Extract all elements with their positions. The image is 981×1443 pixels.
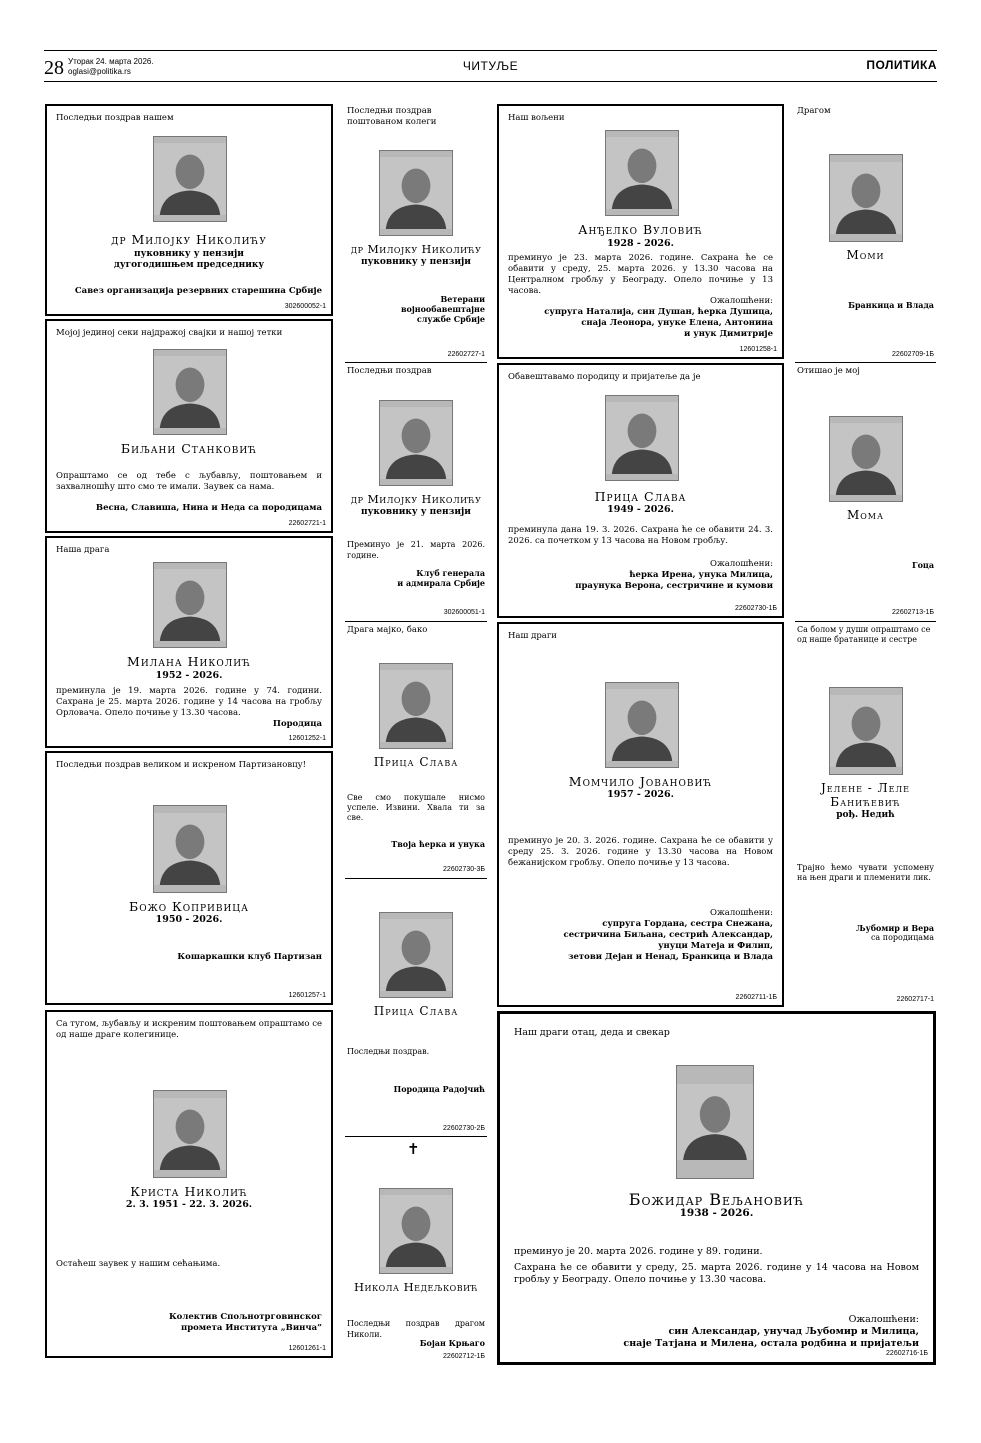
signature-line: супруга Гордана, сестра Снежана,: [602, 919, 773, 929]
ad-code: 12601261-1: [288, 1345, 326, 1352]
signature: Породица Радојчић: [393, 1084, 485, 1094]
portrait-photo: [153, 562, 227, 648]
obituary-nikola: [345, 1138, 487, 1364]
signature: [564, 919, 773, 963]
message-text: преминуо је 23. марта 2026. године. Сахрана ће се обавити у среду, 25. марта 2026. у 13.30 часова на Централном гробљу у Београду. Опело почиње у 13 часова.: [508, 253, 773, 296]
lead-text: Наш вољени: [508, 113, 565, 123]
message-text: Трајно ћемо чувати успомену на њен драги и племенити лик.: [797, 863, 934, 882]
signature: Твоја ћерка и унука: [391, 839, 485, 849]
signature-line: зетови Дејан и Ненад, Бранкица и Влада: [568, 952, 773, 962]
obituary-andjelko: [497, 104, 784, 359]
lead-text: Последњи поздрав нашем: [56, 113, 174, 123]
ad-code: 302600052-1: [284, 303, 326, 310]
signature-line: Клуб генерала: [416, 568, 485, 578]
portrait-photo: [829, 154, 903, 242]
life-dates: 1949 - 2026.: [607, 504, 674, 515]
divider: [795, 362, 936, 363]
ad-code: 22602713-1Б: [892, 609, 934, 616]
page-header: [44, 50, 937, 82]
signature-line: унуци Матеја и Филип,: [658, 941, 773, 951]
signature: [544, 307, 773, 340]
message-text: Преминуо је 21. марта 2026. године.: [347, 540, 485, 560]
ad-code: 22602730-1Б: [735, 605, 777, 612]
portrait-photo: [379, 400, 453, 486]
deceased-name: Божидар Вељановић: [628, 1190, 805, 1209]
obituary-milojko-3: [345, 364, 487, 620]
portrait-photo: [676, 1065, 754, 1179]
deceased-name: Моми: [846, 248, 885, 262]
deceased-name: Момчило Јовановић: [568, 774, 713, 789]
signature-line: службе Србије: [416, 314, 485, 324]
divider: [795, 621, 936, 622]
lead-text: Последњи поздрав великом и искреном Партизановцу!: [56, 760, 307, 770]
portrait-photo: [153, 349, 227, 435]
lead-text: Наша драга: [56, 545, 110, 555]
signature: Бранкица и Влада: [848, 300, 934, 310]
signature: Гоца: [912, 560, 934, 570]
ad-code: 12601252-1: [288, 735, 326, 742]
message-text: Све смо покушале нисмо успеле. Извини. Хвала ти за све.: [347, 793, 485, 822]
deceased-name: Прица Слава: [373, 755, 459, 769]
message-text: Опраштамо се од тебе с љубављу, поштовањем и захвалношћу што смо те имали. Заувек са нама.: [56, 471, 322, 492]
signature: [169, 1312, 322, 1334]
deceased-name: др Милојку Николићу: [350, 243, 482, 256]
role: дугогодишњем председнику: [113, 260, 265, 270]
portrait-photo: [605, 130, 679, 216]
signature-line: ћерка Ирена, унука Милица,: [629, 570, 773, 580]
deceased-name: Прица Слава: [373, 1004, 459, 1018]
divider: [345, 621, 487, 622]
deceased-surname: Банићевић: [830, 795, 901, 809]
life-dates: 2. 3. 1951 - 22. 3. 2026.: [125, 1199, 253, 1210]
deceased-name: Криста Николић: [130, 1184, 248, 1199]
portrait-photo: [379, 663, 453, 749]
lead-text: Отишао је мој: [797, 366, 860, 376]
deceased-name: Биљани Станковић: [120, 441, 258, 456]
portrait-photo: [829, 416, 903, 502]
ad-code: 22602730-2Б: [443, 1125, 485, 1132]
ad-code: 22602716-1Б: [886, 1350, 928, 1357]
ad-code: 22602717-1: [896, 996, 934, 1003]
signature-line: снаје Татјана и Милена, остала родбина и пријатељи: [623, 1338, 919, 1349]
lead-text: Последњи поздрав поштованом колеги: [347, 106, 437, 127]
lead-text: Драга мајко, бако: [347, 625, 428, 635]
signature-line: Колектив Спољнотрговинског: [168, 1312, 322, 1322]
signature-line: и унук Димитрије: [683, 329, 773, 339]
deceased-name: Анђелко Вуловић: [578, 222, 703, 237]
lead-text: Последњи поздрав: [347, 366, 432, 376]
signature: [575, 570, 773, 592]
section-title: ЧИТУЉЕ: [462, 59, 519, 73]
signature-line: и адмирала Србије: [397, 578, 485, 588]
signature-line: сестричина Биљана, сестрић Александар,: [563, 930, 773, 940]
deceased-name: Милана Николић: [127, 654, 251, 669]
ad-code: 302600051-1: [443, 609, 485, 616]
obituary-momcilo: [497, 622, 784, 1007]
life-dates: 1957 - 2026.: [607, 789, 674, 800]
signature-line: снаја Леонора, унуке Елена, Антонина: [581, 318, 773, 328]
page-number: 28: [44, 57, 64, 79]
signature-line: Ветерани: [440, 294, 485, 304]
rank: пуковнику у пензији: [361, 257, 471, 267]
portrait-photo: [153, 1090, 227, 1178]
deceased-name: Мома: [846, 508, 885, 522]
signature: Весна, Славиша, Нина и Неда са породицама: [95, 503, 322, 513]
signature: Бојан Крњаго: [419, 1338, 485, 1348]
mourners-label: Ожалошћени:: [710, 908, 773, 918]
divider: [345, 362, 487, 363]
portrait-photo: [153, 136, 227, 222]
deceased-name: Никола Недељковић: [353, 1280, 479, 1294]
ad-code: 22602709-1Б: [892, 351, 934, 358]
message-text: Остаћеш заувек у нашим сећањима.: [56, 1259, 221, 1269]
signature-line: са породицама: [870, 933, 934, 942]
message-text: Последњи поздрав драгом Николи.: [347, 1319, 485, 1339]
signature-line: војнообавештајне: [400, 304, 485, 314]
obituary-bozo: [45, 751, 333, 1005]
obituary-milojko-1: [45, 104, 333, 316]
portrait-photo: [379, 912, 453, 998]
obituary-moma: [795, 364, 936, 620]
obituary-milojko-2: [345, 104, 487, 362]
mourners-label: Ожалошћени:: [710, 296, 773, 306]
obituary-prica-3: [345, 880, 487, 1136]
life-dates: 1938 - 2026.: [679, 1207, 754, 1219]
lead-text: Обавештавамо породицу и пријатеље да је: [508, 372, 701, 382]
obituary-bozidar: [497, 1011, 936, 1365]
signature-line: промета Института „Винча”: [180, 1323, 322, 1333]
deceased-name: Божо Копривица: [129, 899, 249, 914]
divider: [345, 878, 487, 879]
life-dates: 1950 - 2026.: [155, 914, 223, 925]
rank: пуковнику у пензији: [134, 249, 244, 259]
lead-text: Мојој јединој секи најдражој свајки и нашој тетки: [56, 328, 283, 338]
maiden-name: рођ. Недић: [836, 810, 895, 820]
signature: [623, 1326, 919, 1350]
lead-text: Наш драги отац, деда и свекар: [514, 1027, 670, 1038]
deceased-name: др Милојку Николићу: [350, 493, 482, 506]
signature-line: супруга Наталија, син Душан, ћерка Душица,: [544, 307, 773, 317]
deceased-name: Прица Слава: [594, 489, 687, 504]
signature: Савез организација резервних старешина Србије: [74, 286, 322, 296]
ad-code: 22602730-3Б: [443, 866, 485, 873]
lead-text: Наш драги: [508, 631, 557, 641]
signature: [856, 923, 934, 943]
message-text: Последњи поздрав.: [347, 1047, 430, 1056]
deceased-name: Јелене - Леле: [820, 781, 911, 795]
portrait-photo: [379, 150, 453, 236]
ad-code: 22602727-1: [447, 351, 485, 358]
portrait-photo: [605, 395, 679, 481]
newspaper-logo: ПОЛИТИКА: [866, 58, 937, 72]
obituary-prica-1: [497, 363, 784, 618]
signature: [397, 568, 485, 588]
lead-text: Са тугом, љубављу и искреним поштовањем опраштамо се од наше драге колегинице.: [56, 1019, 322, 1040]
obituary-prica-2: [345, 623, 487, 877]
portrait-photo: [605, 682, 679, 768]
cross-icon: ✝: [407, 1140, 420, 1158]
message-text: преминула је 19. марта 2026. године у 74. години. Сахрана је 25. марта 2026. године у 14 часова на гробљу Орловача. Опело почиње у 13.30 часова.: [56, 686, 322, 718]
obituary-momi: [795, 104, 936, 362]
message-text: Сахрана ће се обавити у среду, 25. марта 2026. године у 14 часова на Новом гробљу у Београду. Опело почиње у 13.30 часова.: [514, 1262, 919, 1285]
ad-code: 12601257-1: [288, 992, 326, 999]
portrait-photo: [379, 1188, 453, 1274]
divider: [345, 1136, 487, 1137]
header-email[interactable]: oglasi@politika.rs: [68, 67, 131, 76]
obituary-milana: [45, 536, 333, 748]
lead-text: Са болом у души опраштамо се од наше братанице и сестре: [797, 625, 931, 644]
obituary-jelena: [795, 623, 936, 1007]
obituary-krista: [45, 1010, 333, 1358]
signature-line: Љубомир и Вера: [855, 923, 934, 933]
signature: Кошаркашки клуб Партизан: [177, 952, 322, 962]
obituary-biljana: [45, 319, 333, 533]
signature: [401, 294, 485, 324]
mourners-label: Ожалошћени:: [848, 1314, 919, 1325]
rank: пуковнику у пензији: [361, 507, 471, 517]
signature-line: праунука Верона, сестричине и кумови: [575, 581, 773, 591]
message-text: преминула дана 19. 3. 2026. Сахрана ће се обавити 24. 3. 2026. са почетком у 13 часова на Новом гробљу.: [508, 525, 773, 546]
life-dates: 1952 - 2026.: [155, 670, 223, 681]
life-dates: 1928 - 2026.: [607, 238, 674, 249]
message-text: преминуо је 20. 3. 2026. године. Сахрана ће се обавити у среду 25. 3. 2026. године у 13.30 часова на Новом бежанијском гробљу. Опело почиње у 13 часова.: [508, 836, 773, 868]
signature: Породица: [272, 719, 322, 729]
header-date: Уторак 24. марта 2026.: [68, 57, 154, 66]
ad-code: 22602711-1Б: [735, 994, 777, 1001]
signature-line: син Александар, унучад Љубомир и Милица,: [668, 1326, 919, 1337]
portrait-photo: [153, 805, 227, 893]
ad-code: 22602712-1Б: [443, 1353, 485, 1360]
lead-text: Драгом: [797, 106, 831, 116]
ad-code: 12601258-1: [739, 346, 777, 353]
message-text: преминуо је 20. марта 2026. године у 89. години.: [514, 1246, 763, 1257]
deceased-name: др Милојку Николићу: [111, 232, 267, 247]
ad-code: 22602721-1: [288, 520, 326, 527]
mourners-label: Ожалошћени:: [710, 559, 773, 569]
portrait-photo: [829, 687, 903, 775]
